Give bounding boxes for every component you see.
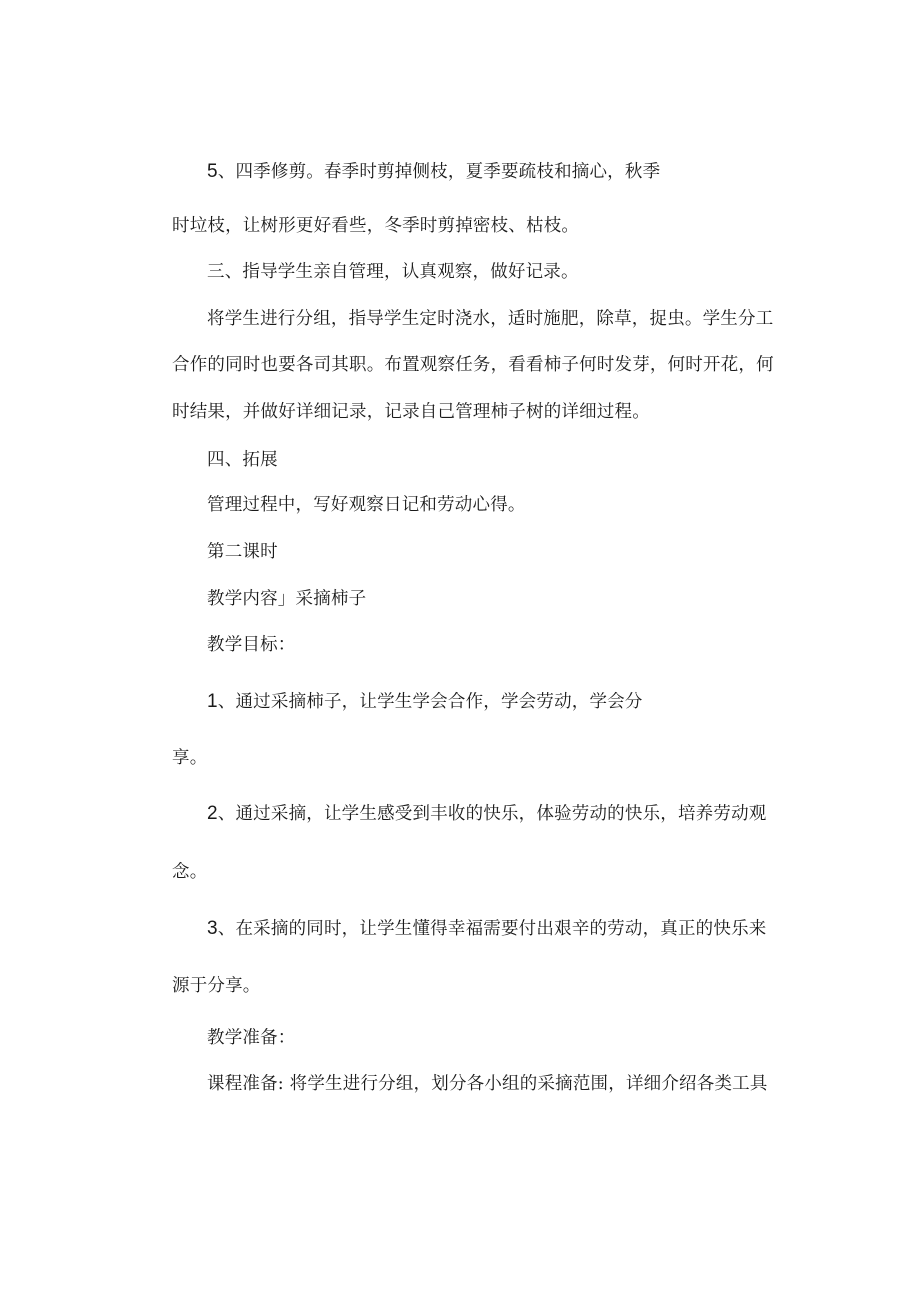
text-line: 课程准备: 将学生进行分组，划分各小组的采摘范围，详细介绍各类工具 xyxy=(207,1074,768,1094)
line-text: 、通过采摘柿子，让学生学会合作，学会劳动，学会分 xyxy=(217,692,643,712)
text-line xyxy=(207,917,766,941)
text-line: 教学内容」采摘柿子 xyxy=(207,589,367,609)
section-heading: 四、拓展 xyxy=(207,450,278,470)
text-line: 将学生进行分组，指导学生定时浇水，适时施肥，除草，捉虫。学生分工 xyxy=(207,309,774,329)
text-line: 源于分享。 xyxy=(172,976,261,996)
text-line: 管理过程中，写好观察日记和劳动心得。 xyxy=(207,495,526,515)
line-text: 、四季修剪。春季时剪掉侧枝，夏季要疏枝和摘心，秋季 xyxy=(217,162,661,182)
text-line: 教学目标： xyxy=(207,635,296,655)
item-number: 1 xyxy=(207,691,218,712)
text-line: 时垃枝，让树形更好看些，冬季时剪掉密枝、枯枝。 xyxy=(172,216,580,236)
text-line: 时结果，并做好详细记录，记录自己管理柿子树的详细过程。 xyxy=(172,402,650,422)
item-number: 5 xyxy=(207,161,218,182)
line-text: 、通过采摘，让学生感受到丰收的快乐，体验劳动的快乐，培养劳动观 xyxy=(217,804,767,824)
text-line: 享。 xyxy=(172,748,208,768)
text-line xyxy=(207,160,660,184)
section-heading: 三、指导学生亲自管理，认真观察，做好记录。 xyxy=(207,262,579,282)
text-line xyxy=(207,690,643,714)
text-line: 念。 xyxy=(172,862,208,882)
line-text: 、在采摘的同时，让学生懂得幸福需要付出艰辛的劳动，真正的快乐来 xyxy=(217,919,767,939)
text-line xyxy=(207,802,766,826)
item-number: 2 xyxy=(207,803,218,824)
lesson-heading: 第二课时 xyxy=(207,542,278,562)
text-line: 合作的同时也要各司其职。布置观察任务，看看柿子何时发芽，何时开花，何 xyxy=(172,355,774,375)
item-number: 3 xyxy=(207,918,218,939)
text-line: 教学准备： xyxy=(207,1028,296,1048)
